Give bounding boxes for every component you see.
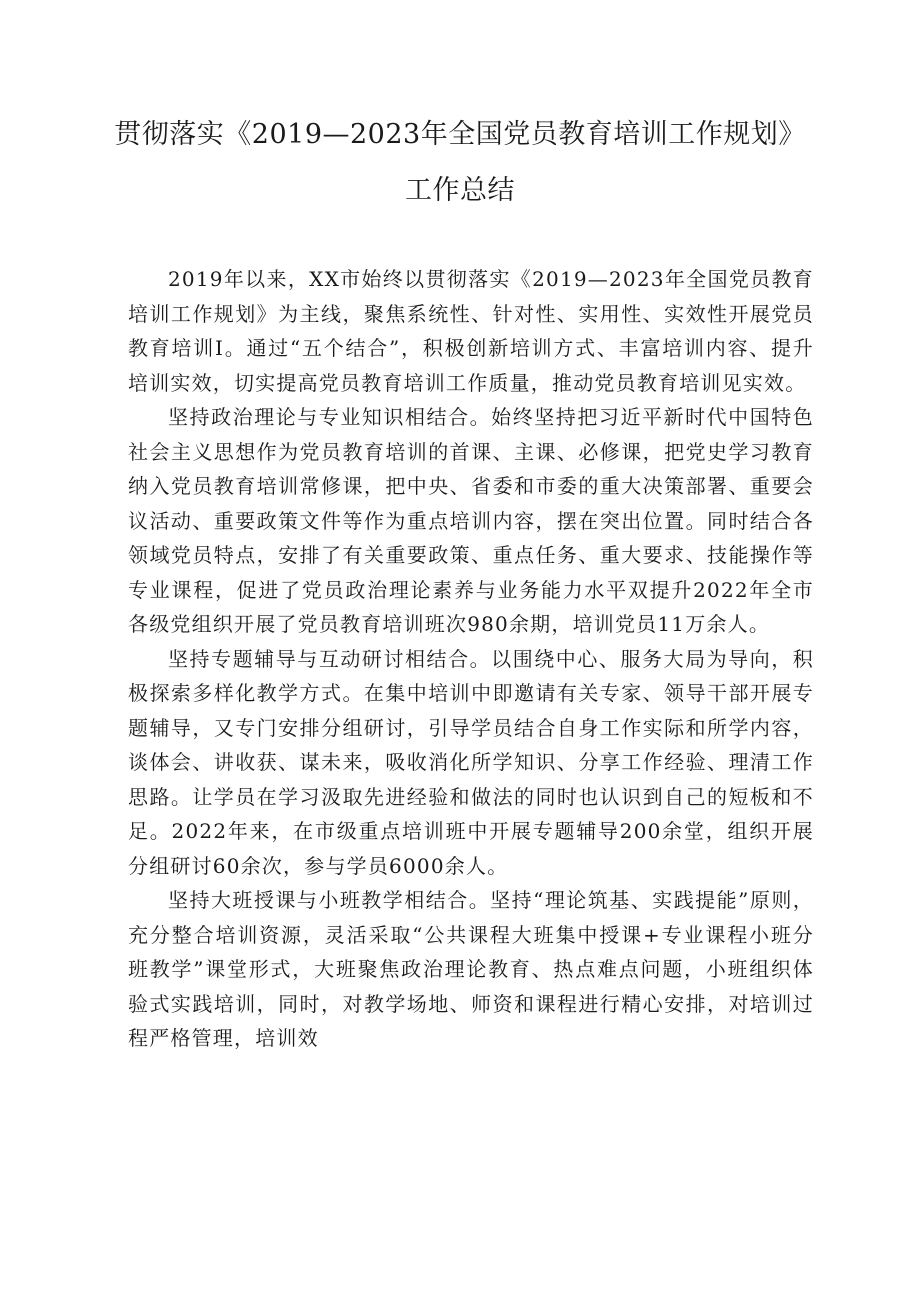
paragraph-lecture-discussion: 坚持专题辅导与互动研讨相结合。以围绕中心、服务大局为导向，积极探索多样化教学方式。在集中培训中即邀请有关专家、领导干部开展专题辅导，又专门安排分组研讨，引导学员结合自身工作实际和所学内容，谈体会、讲收获、谋未来，吸收消化所学知识、分享工作经验、理清工作思路。让学员在学习汲取先进经验和做法的同时也认识到自己的短板和不足。2022年来，在市级重点培训班中开展专题辅导200余堂，组织开展分组研讨60余次，参与学员6000余人。 [128, 646, 814, 878]
document-subtitle: 工作总结 [405, 175, 515, 206]
paragraph-theory-knowledge: 坚持政治理论与专业知识相结合。始终坚持把习近平新时代中国特色社会主义思想作为党员教育培训的首课、主课、必修课，把党史学习教育纳入党员教育培训常修课，把中央、省委和市委的重大决策部署、重要会议活动、重要政策文件等作为重点培训内容，摆在突出位置。同时结合各领域党员特点，安排了有关重要政策、重点任务、重大要求、技能操作等专业课程，促进了党员政治理论素养与业务能力水平双提升2022年全市各级党组织开展了党员教育培训班次980余期，培训党员11万余人。 [128, 405, 814, 636]
document-title: 贯彻落实《2019—2023年全国党员教育培训工作规划》 [114, 119, 806, 150]
paragraph-large-small-class: 坚持大班授课与小班教学相结合。坚持“理论筑基、实践提能”原则，充分整合培训资源，灵活采取“公共课程大班集中授课+专业课程小班分班教学”课堂形式，大班聚焦政治理论教育、热点难点问题，小班组织体验式实践培训，同时，对教学场地、师资和课程进行精心安排，对培训过程严格管理，培训效 [128, 888, 814, 1050]
paragraph-intro: 2019年以来，XX市始终以贯彻落实《2019—2023年全国党员教育培训工作规划》为主线，聚焦系统性、针对性、实用性、实效性开展党员教育培训I。通过“五个结合”，积极创新培训方式、丰富培训内容、提升培训实效，切实提高党员教育培训工作质量，推动党员教育培训见实效。 [128, 267, 814, 395]
document-body [128, 262, 814, 1056]
